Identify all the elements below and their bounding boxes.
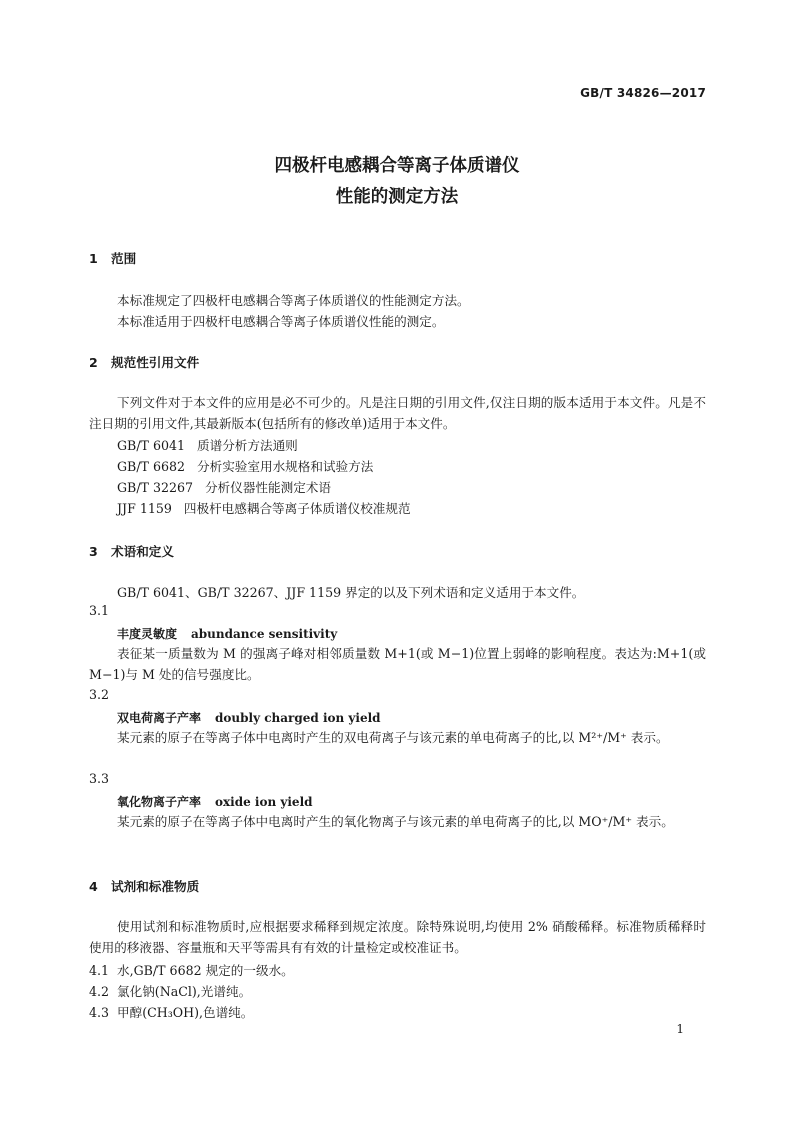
document-title-line2: 性能的测定方法 xyxy=(335,187,459,207)
reference-code: GB/T 32267 xyxy=(117,480,194,495)
section-number: 4 xyxy=(89,879,98,894)
item-number: 4.2 xyxy=(89,984,110,999)
reference-code: GB/T 6041 xyxy=(117,438,186,453)
list-item xyxy=(89,1002,253,1021)
section-number: 1 xyxy=(89,251,98,266)
reference-code: GB/T 6682 xyxy=(117,459,186,474)
section-2-heading xyxy=(89,352,199,371)
reference-title: 分析实验室用水规格和试验方法 xyxy=(197,459,374,474)
item-text: 氯化钠(NaCl),光谱纯。 xyxy=(117,984,252,999)
page-number: 1 xyxy=(676,1022,684,1036)
item-number: 4.1 xyxy=(89,963,110,978)
section-title: 规范性引用文件 xyxy=(111,355,200,370)
paragraph: GB/T 6041、GB/T 32267、JJF 1159 界定的以及下列术语和定义适用于本文件。 xyxy=(117,585,585,600)
term-en: oxide ion yield xyxy=(215,795,313,809)
term-heading xyxy=(117,709,381,726)
section-title: 试剂和标准物质 xyxy=(111,879,200,894)
reference-title: 四极杆电感耦合等离子体质谱仪校准规范 xyxy=(183,501,411,516)
paragraph: 下列文件对于本文件的应用是必不可少的。凡是注日期的引用文件,仅注日期的版本适用于本文件。凡是不注日期的引用文件,其最新版本(包括所有的修改单)适用于本文件。 xyxy=(89,395,706,431)
reference-code: JJF 1159 xyxy=(117,501,172,516)
term-number: 3.2 xyxy=(89,687,110,702)
reference-item xyxy=(117,456,373,475)
section-title: 术语和定义 xyxy=(111,544,174,559)
term-en: doubly charged ion yield xyxy=(215,711,381,725)
standard-number: GB/T 34826—2017 xyxy=(580,86,706,100)
paragraph: 本标准规定了四极杆电感耦合等离子体质谱仪的性能测定方法。 xyxy=(117,293,470,308)
section-number: 3 xyxy=(89,544,98,559)
section-3-heading xyxy=(89,541,174,560)
document-title-line1: 四极杆电感耦合等离子体质谱仪 xyxy=(274,156,520,176)
term-heading xyxy=(117,625,337,642)
term-heading xyxy=(117,793,313,810)
section-1-heading xyxy=(89,248,136,267)
term-number: 3.1 xyxy=(89,603,110,618)
reference-item xyxy=(117,435,298,454)
section-title: 范围 xyxy=(111,251,137,266)
reference-item xyxy=(117,498,411,517)
paragraph: 使用试剂和标准物质时,应根据要求稀释到规定浓度。除特殊说明,均使用 2% 硝酸稀释。标准物质稀释时使用的移液器、容量瓶和天平等需具有有效的计量检定或校准证书。 xyxy=(89,919,706,955)
reference-title: 质谱分析方法通则 xyxy=(197,438,298,453)
term-definition: 某元素的原子在等离子体中电离时产生的氧化物离子与该元素的单电荷离子的比,以 MO⁺/M⁺ 表示。 xyxy=(117,814,674,829)
term-number: 3.3 xyxy=(89,771,110,786)
reference-title: 分析仪器性能测定术语 xyxy=(205,480,331,495)
term-definition: 某元素的原子在等离子体中电离时产生的双电荷离子与该元素的单电荷离子的比,以 M²⁺/M⁺ 表示。 xyxy=(117,730,669,745)
item-text: 甲醇(CH₃OH),色谱纯。 xyxy=(117,1005,254,1020)
item-text: 水,GB/T 6682 规定的一级水。 xyxy=(117,963,294,978)
item-number: 4.3 xyxy=(89,1005,110,1020)
term-zh: 双电荷离子产率 xyxy=(117,711,202,725)
list-item xyxy=(89,981,251,1000)
section-4-heading xyxy=(89,876,199,895)
term-zh: 氧化物离子产率 xyxy=(117,795,202,809)
term-definition: 表征某一质量数为 M 的强离子峰对相邻质量数 M+1(或 M−1)位置上弱峰的影响程度。表达为:M+1(或 M−1)与 M 处的信号强度比。 xyxy=(89,646,706,682)
term-zh: 丰度灵敏度 xyxy=(117,627,178,641)
reference-item xyxy=(117,477,331,496)
paragraph: 本标准适用于四极杆电感耦合等离子体质谱仪性能的测定。 xyxy=(117,314,445,329)
section-number: 2 xyxy=(89,355,98,370)
term-en: abundance sensitivity xyxy=(191,627,338,641)
list-item xyxy=(89,960,294,979)
